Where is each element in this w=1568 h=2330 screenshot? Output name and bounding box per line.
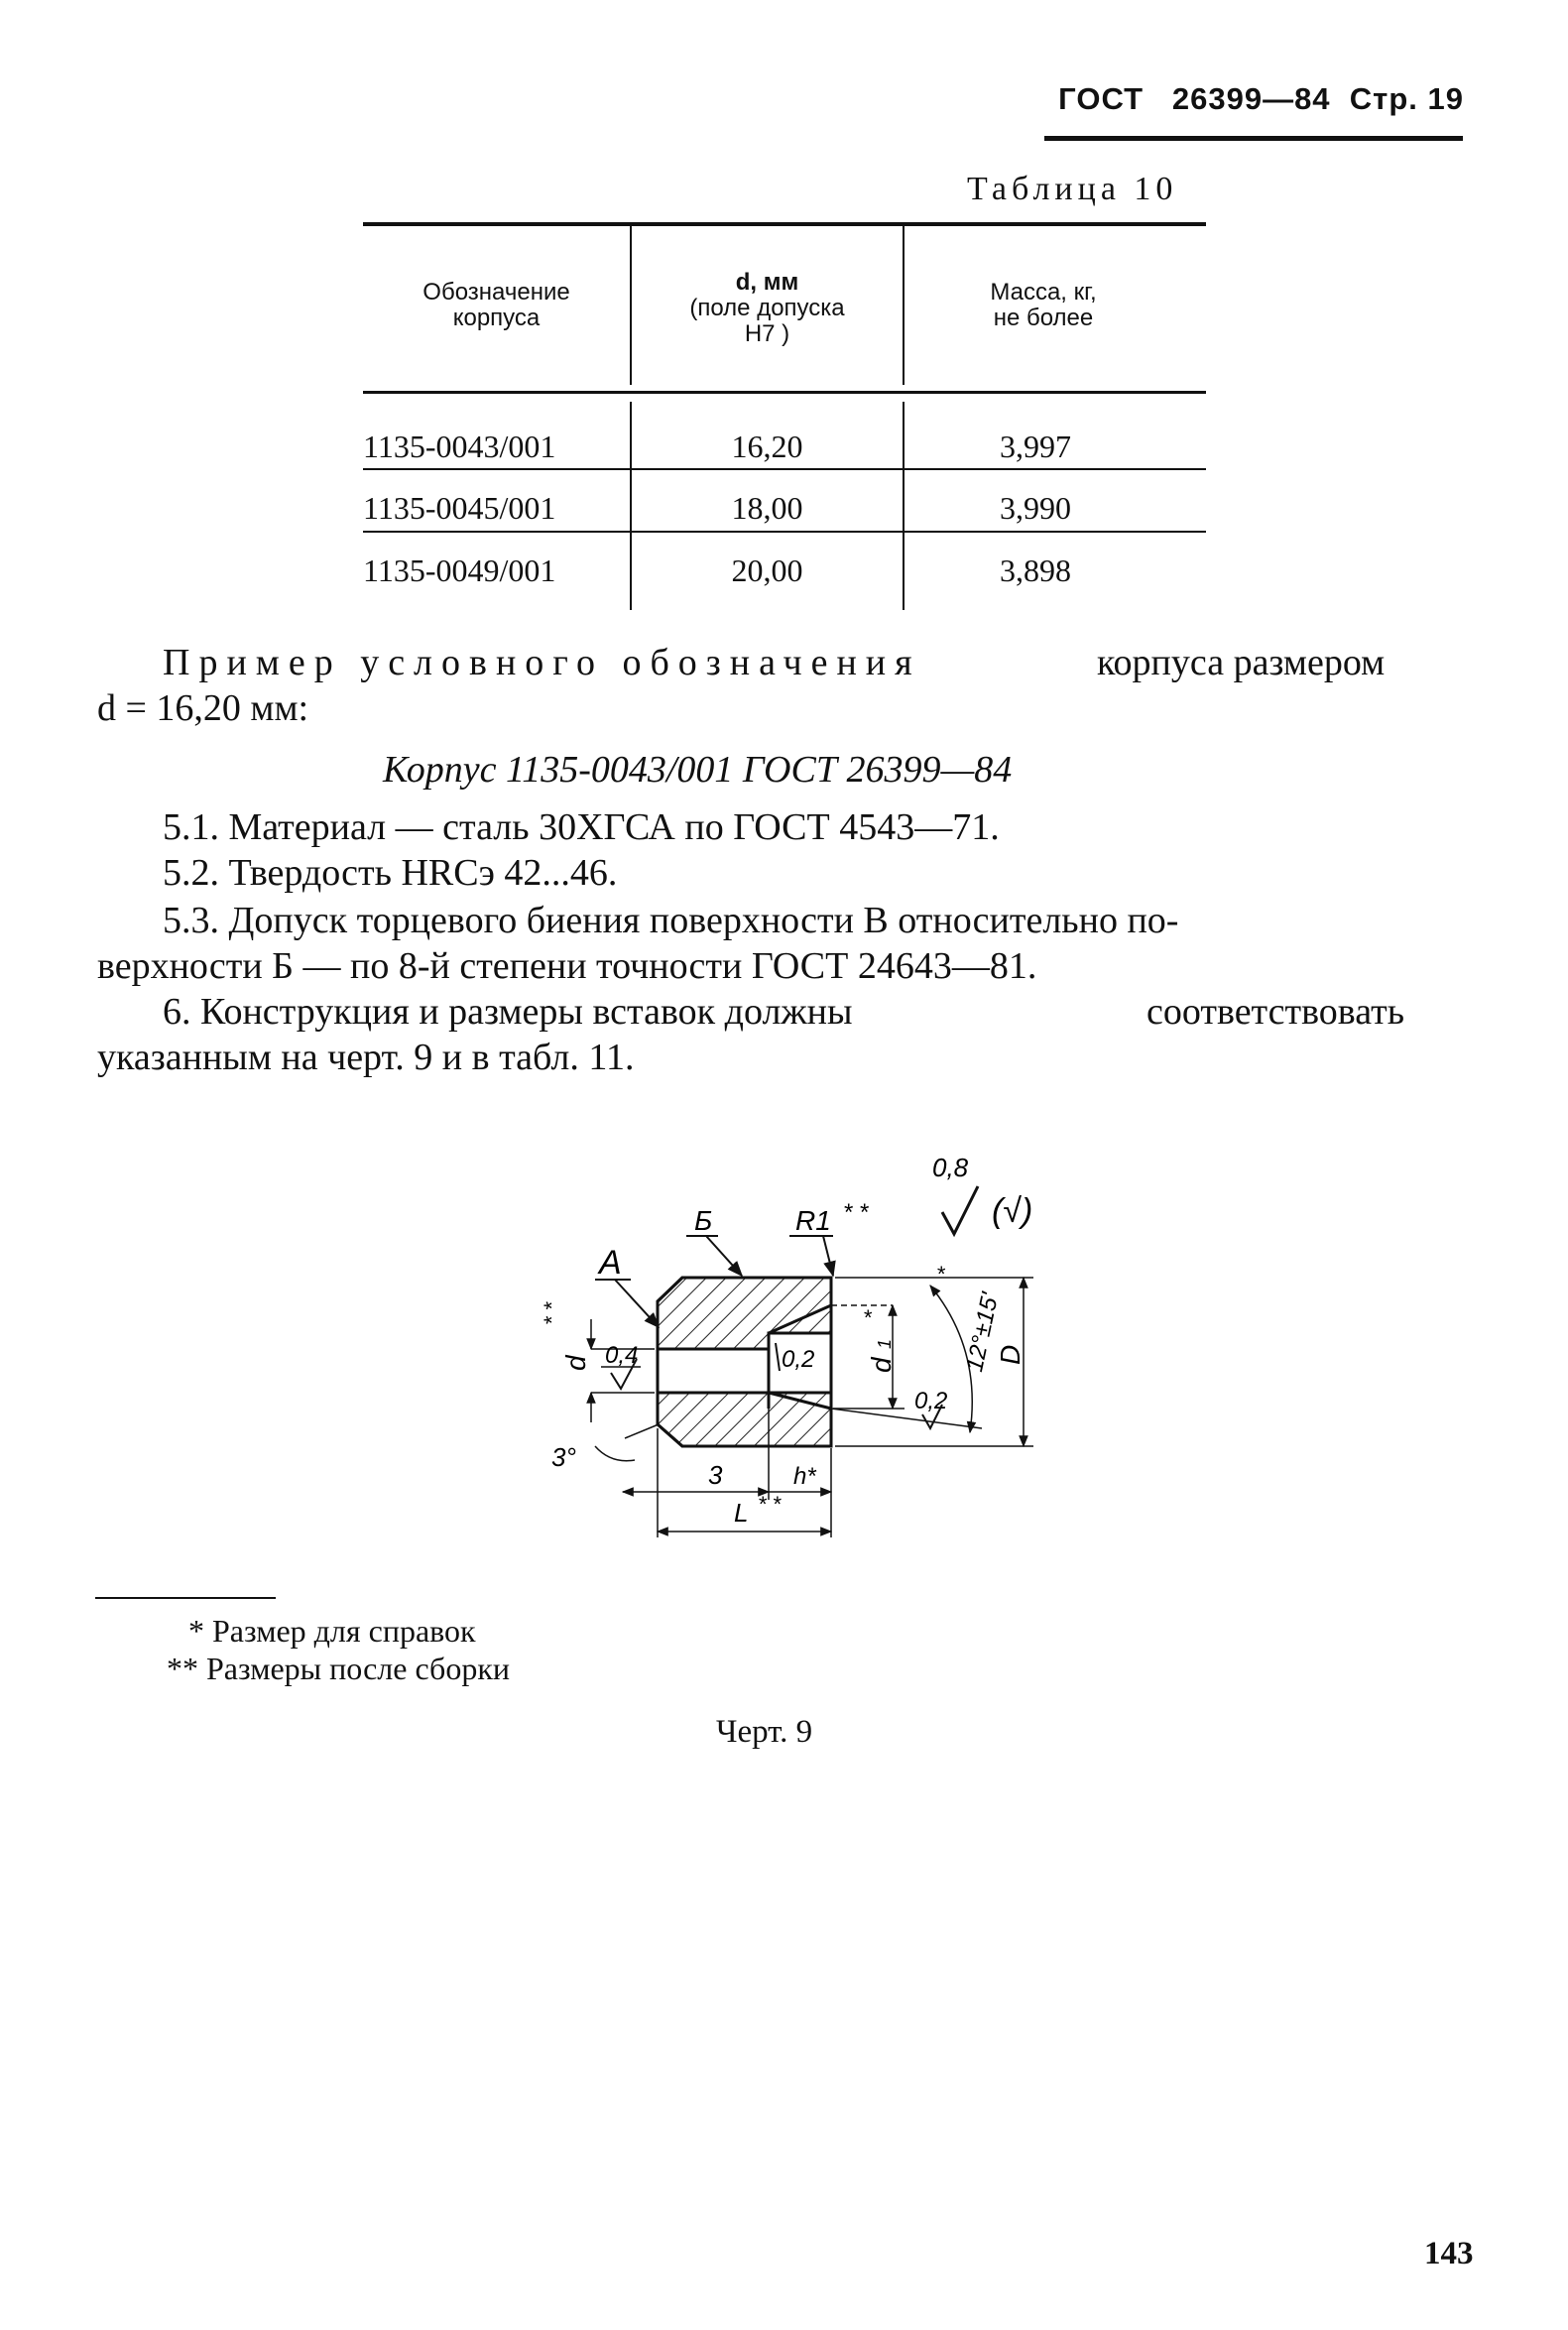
footnote-1: * Размер для справок — [188, 1613, 476, 1649]
section-hatch-upper — [658, 1278, 831, 1349]
header-text: корпуса — [452, 305, 541, 331]
example-line1-spaced: Пример условного обозначения — [163, 642, 921, 683]
table-cell: 1135-0043/001 — [363, 429, 556, 464]
label-D: D — [995, 1344, 1025, 1365]
item-6-line1: 6. Конструкция и размеры вставок должны — [163, 991, 853, 1033]
item-5-1: 5.1. Материал — сталь 30ХГСА по ГОСТ 4543—71. — [163, 806, 1000, 848]
roughness-value: 0,8 — [932, 1153, 969, 1182]
item-6-line2: указанным на черт. 9 и в табл. 11. — [97, 1037, 635, 1078]
item-5-2: 5.2. Твердость HRCэ 42...46. — [163, 852, 618, 894]
label-0-4: 0,4 — [605, 1342, 639, 1369]
leader-line — [706, 1236, 742, 1276]
roughness-symbol — [942, 1186, 978, 1234]
page-label: Стр. 19 — [1349, 81, 1464, 116]
figure-caption: Черт. 9 — [716, 1714, 813, 1750]
table-cell: 3,997 — [1000, 429, 1071, 464]
table-caption: Таблица 10 — [967, 171, 1178, 207]
label-d-stars: * * — [540, 1301, 564, 1325]
example-line2: d = 16,20 мм: — [97, 687, 309, 729]
label-0-2-cone: 0,2 — [782, 1346, 815, 1373]
item-5-3-line1: 5.3. Допуск торцевого биения поверхности В относительно по- — [163, 900, 1179, 941]
label-0-2-lower: 0,2 — [914, 1388, 948, 1414]
footnote-rule — [95, 1597, 276, 1599]
header-text: Н7 ) — [744, 320, 790, 347]
label-angle-star: * — [936, 1262, 945, 1287]
roughness-paren: (√) — [992, 1192, 1033, 1230]
gost-label: ГОСТ — [1058, 81, 1145, 116]
header-text: Обозначение — [422, 279, 570, 306]
item-6-line1-tail: соответствовать — [1146, 991, 1405, 1033]
table-cell: 3,990 — [1000, 490, 1071, 526]
label-d1: d — [866, 1357, 897, 1373]
label-d1-star: * — [863, 1305, 872, 1330]
table-cell: 20,00 — [731, 552, 803, 588]
designation-example: Корпус 1135-0043/001 ГОСТ 26399—84 — [383, 749, 1013, 791]
label-d: d — [560, 1355, 591, 1371]
example-line1-tail: корпуса размером — [1097, 642, 1386, 683]
header-text: d, мм — [735, 269, 799, 296]
cone-extension — [831, 1409, 982, 1428]
table-cell: 16,20 — [731, 429, 803, 464]
leader-line — [776, 1343, 780, 1371]
label-h: h* — [793, 1463, 816, 1490]
standard-number: 26399—84 — [1171, 81, 1331, 116]
table-cell: 1135-0049/001 — [363, 552, 556, 588]
label-d1-sub: 1 — [875, 1338, 895, 1349]
leader-line — [615, 1280, 659, 1327]
label-a: А — [599, 1244, 622, 1282]
header-text: (поле допуска — [689, 295, 845, 321]
label-3: 3 — [708, 1460, 723, 1490]
table-cell: 1135-0045/001 — [363, 490, 556, 526]
leader-line — [625, 1424, 659, 1438]
table-cell: 3,898 — [1000, 552, 1071, 588]
item-5-3-line2: верхности Б — по 8-й степени точности ГОСТ 24643—81. — [97, 945, 1037, 987]
label-3-deg: 3° — [551, 1442, 576, 1472]
header-text: не более — [993, 305, 1094, 331]
page-number: 143 — [1424, 2236, 1474, 2271]
label-angle: 12°±15' — [961, 1289, 1005, 1375]
label-r1: R1 — [795, 1205, 831, 1236]
label-L: L — [734, 1498, 749, 1528]
footnote-2: ** Размеры после сборки — [167, 1651, 510, 1686]
label-b: Б — [694, 1205, 713, 1236]
leader-line — [823, 1236, 833, 1276]
angle-arc — [595, 1446, 635, 1461]
table-cell: 18,00 — [731, 490, 803, 526]
label-L-stars: * * — [758, 1492, 782, 1517]
label-r1-stars: * * — [843, 1199, 869, 1226]
header-text: Масса, кг, — [990, 279, 1097, 306]
